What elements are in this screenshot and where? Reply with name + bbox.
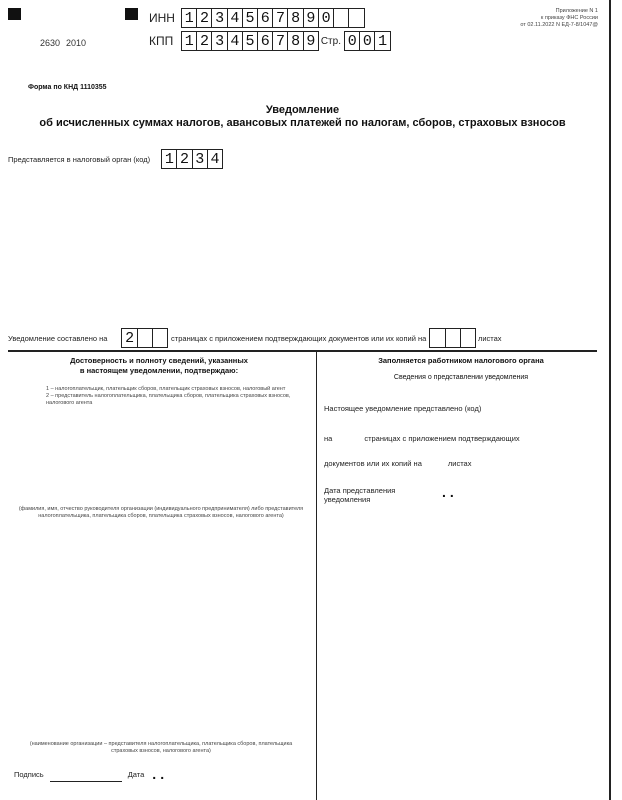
inn-label: ИНН	[149, 11, 175, 25]
form-code: Форма по КНД 1110355	[28, 84, 107, 91]
char-cell[interactable]: 7	[272, 8, 289, 28]
barcode-numbers	[40, 38, 86, 48]
char-cell[interactable]	[333, 8, 350, 28]
on-label: на	[324, 434, 333, 443]
document-title	[0, 104, 605, 129]
date-separator: .	[152, 766, 157, 782]
char-cell[interactable]: 7	[272, 31, 289, 51]
submission-date-label: Дата представления уведомления	[324, 486, 396, 504]
appendix-line: от 02.11.2022 N ЕД-7-8/1047@	[520, 21, 598, 28]
char-cell[interactable]: 3	[211, 31, 228, 51]
title-line-1: Уведомление	[265, 104, 340, 116]
char-cell[interactable]	[460, 328, 477, 348]
pages-line	[8, 328, 502, 348]
char-cell[interactable]: 1	[181, 8, 198, 28]
tax-officer-heading: Заполняется работником налогового органа	[378, 356, 544, 365]
confirmation-heading	[8, 356, 310, 376]
signer-options	[46, 386, 308, 407]
char-cell[interactable]	[348, 8, 365, 28]
date-separator: .	[449, 484, 454, 500]
char-cell[interactable]: 2	[196, 31, 213, 51]
submission-pages-row	[324, 434, 520, 443]
pages-count-field[interactable]	[121, 328, 167, 348]
char-cell[interactable]: 9	[303, 8, 320, 28]
inn-row	[149, 8, 363, 28]
pages-suffix: листах	[477, 333, 502, 343]
signature-line[interactable]	[50, 767, 122, 782]
char-cell[interactable]: 0	[318, 8, 335, 28]
char-cell[interactable]	[137, 328, 154, 348]
tax-authority-code-field[interactable]	[161, 149, 222, 169]
inn-field[interactable]	[181, 8, 363, 28]
kpp-row	[149, 31, 390, 51]
tax-authority-label: Представляется в налоговый орган (код)	[8, 154, 151, 164]
char-cell[interactable]: 2	[121, 328, 138, 348]
submission-pages-text: страницах с приложением подтверждающих	[364, 434, 520, 443]
date-label: Дата	[127, 769, 145, 779]
column-divider	[316, 351, 317, 800]
char-cell[interactable]: 4	[207, 149, 224, 169]
sheets-label: листах	[447, 459, 472, 468]
appendix-line: к приказу ФНС России	[540, 14, 598, 21]
char-cell[interactable]	[445, 328, 462, 348]
appendix-line: Приложение N 1	[555, 8, 598, 14]
confirmation-heading-line2: в настоящем уведомлении, подтверждаю:	[79, 366, 239, 376]
org-caption: (наименование организации – представителя налогоплательщика, плательщика сборов, плательщика страховых взносов, налогового агента)	[29, 741, 293, 754]
signer-option-2: 2 – представитель налогоплательщика, плательщика сборов, плательщика страховых взносов, налогового агента	[46, 392, 291, 406]
char-cell[interactable]: 3	[192, 149, 209, 169]
page-number-field[interactable]	[344, 31, 390, 51]
char-cell[interactable]: 6	[257, 8, 274, 28]
sheets-count-field[interactable]	[429, 328, 475, 348]
char-cell[interactable]: 0	[359, 31, 376, 51]
pages-prefix: Уведомление составлено на	[8, 333, 108, 343]
char-cell[interactable]: 1	[161, 149, 178, 169]
submission-docs-row	[324, 459, 471, 468]
char-cell[interactable]: 2	[176, 149, 193, 169]
barcode	[36, 8, 118, 36]
signature-row	[14, 766, 166, 782]
page-label: Стр.	[320, 35, 341, 47]
registration-mark-right	[125, 8, 138, 20]
section-divider	[8, 350, 597, 352]
page-border	[609, 0, 611, 800]
submission-date-row	[440, 484, 456, 500]
date-separator: .	[442, 484, 446, 500]
title-line-2: об исчисленных суммах налогов, авансовых платежей по налогам, сборов, страховых взносов	[39, 117, 566, 129]
appendix-note	[520, 8, 598, 29]
char-cell[interactable]: 8	[287, 8, 304, 28]
tax-authority-row	[8, 149, 222, 169]
confirmation-heading-line1: Достоверность и полноту сведений, указанных	[70, 356, 248, 365]
char-cell[interactable]: 2	[196, 8, 213, 28]
char-cell[interactable]: 6	[257, 31, 274, 51]
kpp-label: КПП	[149, 34, 174, 48]
submission-code-label: Настоящее уведомление представлено (код)	[324, 404, 482, 413]
registration-mark-left	[8, 8, 21, 20]
char-cell[interactable]: 1	[181, 31, 198, 51]
char-cell[interactable]: 8	[287, 31, 304, 51]
signature-label: Подпись	[14, 769, 44, 779]
submission-subheading: Сведения о представлении уведомления	[393, 374, 529, 381]
fio-caption: (фамилия, имя, отчество руководителя организации (индивидуального предпринимателя) либо представителя налогоплательщика, плательщика сборов, плательщика страховых взносов, налогового агента)	[18, 506, 304, 519]
char-cell[interactable]: 1	[374, 31, 391, 51]
kpp-field[interactable]	[181, 31, 318, 51]
char-cell[interactable]: 4	[227, 8, 244, 28]
barcode-number-right: 2010	[66, 38, 87, 48]
date-separator: .	[160, 766, 165, 782]
char-cell[interactable]: 4	[227, 31, 244, 51]
barcode-number-left: 2630	[40, 38, 61, 48]
char-cell[interactable]: 3	[211, 8, 228, 28]
char-cell[interactable]: 9	[303, 31, 320, 51]
docs-label: документов или их копий на	[324, 459, 422, 468]
signer-option-1: 1 – налогоплательщик, плательщик сборов, плательщик страховых взносов, налоговый агент	[46, 386, 286, 392]
pages-middle: страницах с приложением подтверждающих документов или их копий на	[171, 333, 427, 343]
char-cell[interactable]: 5	[242, 31, 259, 51]
char-cell[interactable]	[429, 328, 446, 348]
submission-code-row	[324, 404, 485, 413]
char-cell[interactable]: 0	[344, 31, 361, 51]
char-cell[interactable]: 5	[242, 8, 259, 28]
char-cell[interactable]	[152, 328, 169, 348]
